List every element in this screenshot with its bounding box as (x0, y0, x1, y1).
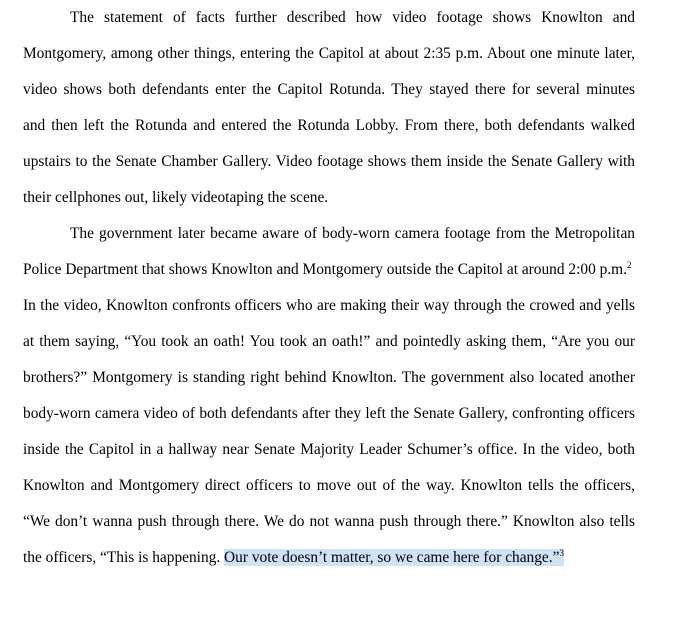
text-run: Montgomery, among other things, entering the Capitol at about 2:35 p.m. About one minute later, (23, 45, 635, 62)
text-run: Knowlton and Montgomery direct officers to move out of the way. Knowlton tells the officers, (23, 477, 635, 494)
text-run: brothers?” Montgomery is standing right behind Knowlton. The government also located another (23, 369, 635, 386)
paragraph-1-line-6 (23, 180, 635, 216)
text-run: the officers, “This is happening. (23, 549, 225, 566)
paragraph-2-line-7 (23, 432, 635, 468)
text-run: Police Department that shows Knowlton and Montgomery outside the Capitol at around 2:00 p.m. (23, 261, 627, 278)
text-run: and then left the Rotunda and entered the Rotunda Lobby. From there, both defendants walked (23, 117, 635, 134)
selected-text[interactable] (224, 549, 564, 566)
paragraph-2-line-8 (23, 468, 635, 504)
text-run: at them saying, “You took an oath! You took an oath!” and pointedly asking them, “Are you our (23, 333, 635, 350)
text-run: The statement of facts further described how video footage shows Knowlton and (70, 9, 635, 26)
paragraph-2-line-9 (23, 504, 635, 540)
paragraph-1-line-5 (23, 144, 635, 180)
text-run: In the video, Knowlton confronts officers who are making their way through the crowed and yells (23, 297, 635, 314)
paragraph-2-line-1 (23, 216, 635, 252)
paragraph-2-line-3 (23, 288, 635, 324)
paragraph-2-line-2 (23, 252, 635, 288)
paragraph-2-line-5 (23, 360, 635, 396)
text-run: video shows both defendants enter the Capitol Rotunda. They stayed there for several minutes (23, 81, 635, 98)
text-run: inside the Capitol in a hallway near Senate Majority Leader Schumer’s office. In the video, both (23, 441, 635, 458)
document-page (23, 0, 635, 618)
text-run: body-worn camera video of both defendants after they left the Senate Gallery, confronting officers (23, 405, 635, 422)
paragraph-1-line-2 (23, 36, 635, 72)
paragraph-1-line-4 (23, 108, 635, 144)
paragraph-1-line-3 (23, 72, 635, 108)
paragraph-2-line-4 (23, 324, 635, 360)
text-run: upstairs to the Senate Chamber Gallery. Video footage shows them inside the Senate Gallery with (23, 153, 635, 170)
paragraph-2-line-6 (23, 396, 635, 432)
text-run: their cellphones out, likely videotaping the scene. (23, 189, 329, 206)
paragraph-1-line-1 (23, 0, 635, 36)
paragraph-2-line-10 (23, 540, 635, 576)
footnote-marker[interactable]: 2 (627, 259, 632, 270)
text-run: “We don’t wanna push through there. We do not wanna push through there.” Knowlton also tells (23, 513, 635, 530)
footnote-marker[interactable]: 3 (559, 547, 564, 558)
selected-text-run: Our vote doesn’t matter, so we came here for change.” (224, 549, 560, 566)
text-run: The government later became aware of body-worn camera footage from the Metropolitan (70, 225, 635, 242)
